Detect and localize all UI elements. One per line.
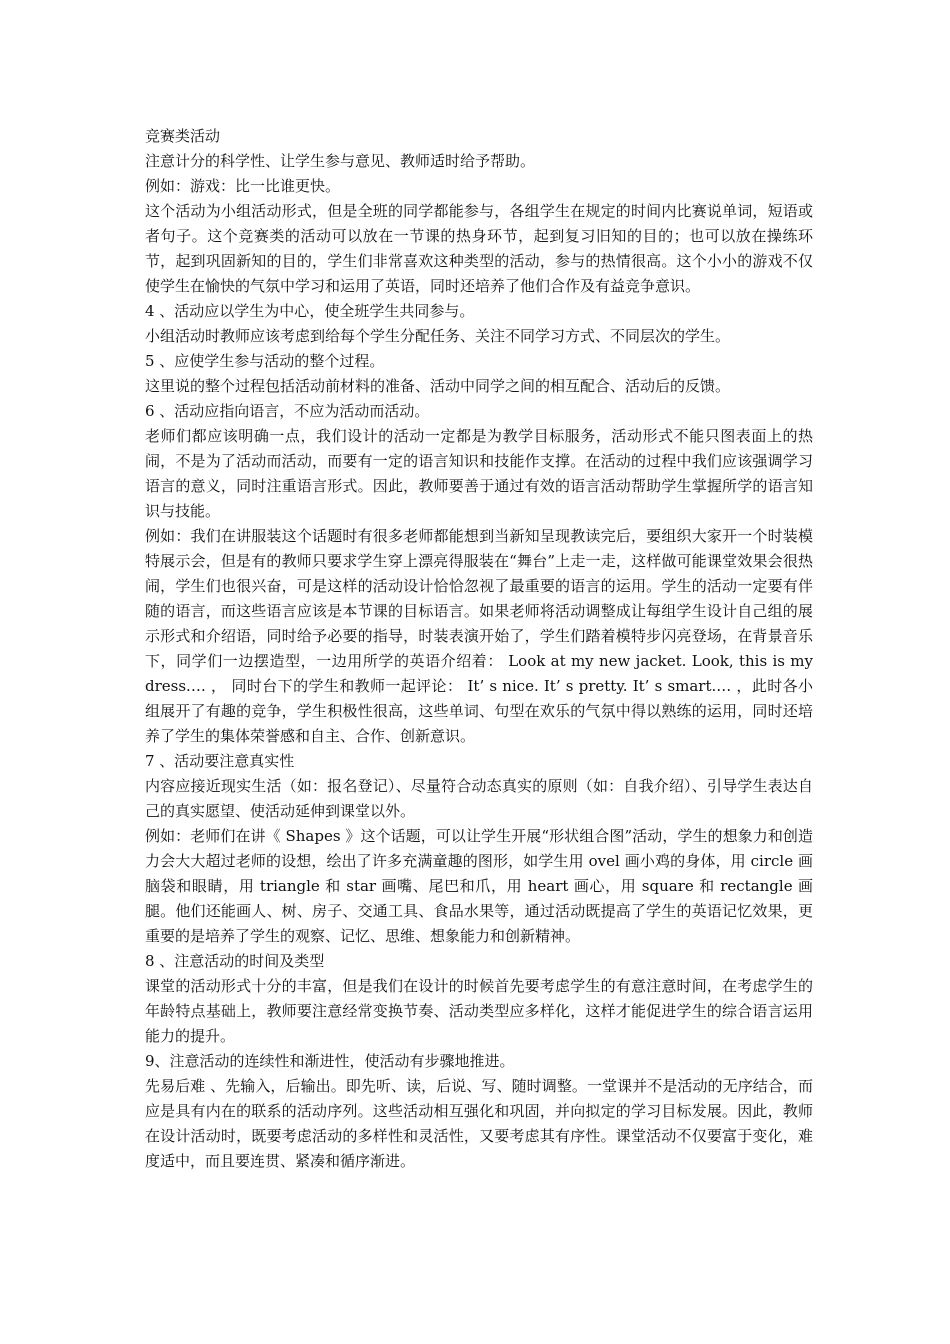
point-heading-5: 5 、应使学生参与活动的整个过程。 [145,352,385,370]
section-heading-competition: 竞赛类活动 [145,127,221,145]
example-paragraph: 例如：我们在讲服装这个话题时有很多老师都能想到当新知呈现教读完后，要组织大家开一个时装模特展示会，但是有的教师只要求学生穿上漂亮得服装在“舞台”上走一走，这样做可能课堂效果会很热闹，学生们也很兴奋，可是这样的活动设计恰恰忽视了最重要的语言的运用。学生的活动一定要有伴随的语言，而这些语言应该是本节课的目标语言。如果老师将活动调整成让每组学生设计自己组的展示形式和介绍语，同时给予必要的指导，时装表演开始了，学生们踏着模特步闪亮登场，在背景音乐下，同学们一边摆造型，一边用所学的英语介绍着： Look at my new jacket. Look, this is my dress.… ， 同时台下的学生和教师一起评论： It’ s nice. It’ s pretty. It’ s smart.… ，此时各小组展开了有趣的竞争，学生积极性很高，这些单词、句型在欢乐的气氛中得以熟练的运用，同时还培养了学生的集体荣誉感和自主、合作、创新意识。 [145,527,813,745]
paragraph: 这个活动为小组活动形式，但是全班的同学都能参与，各组学生在规定的时间内比赛说单词，短语或者句子。这个竞赛类的活动可以放在一节课的热身环节，起到复习旧知的目的；也可以放在操练环节，起到巩固新知的目的，学生们非常喜欢这种类型的活动，参与的热情很高。这个小小的游戏不仅使学生在愉快的气氛中学习和运用了英语，同时还培养了他们合作及有益竞争意识。 [145,202,813,295]
paragraph: 小组活动时教师应该考虑到给每个学生分配任务、关注不同学习方式、不同层次的学生。 [145,327,731,345]
paragraph: 这里说的整个过程包括活动前材料的准备、活动中同学之间的相互配合、活动后的反馈。 [145,377,731,395]
point-heading-9: 9、注意活动的连续性和渐进性，使活动有步骤地推进。 [145,1052,515,1070]
point-heading-4: 4 、活动应以学生为中心，使全班学生共同参与。 [145,302,475,320]
example-paragraph: 例如：老师们在讲《 Shapes 》这个话题，可以让学生开展“形状组合图”活动，学生的想象力和创造力会大大超过老师的设想，绘出了许多充满童趣的图形，如学生用 ovel 画小鸡的身体，用 circle 画脑袋和眼睛，用 triangle 和 star 画嘴、尾巴和爪，用 heart 画心，用 square 和 rectangle 画腿。他们还能画人、树、房子、交通工具、食品水果等，通过活动既提高了学生的英语记忆效果，更重要的是培养了学生的观察、记忆、思维、想象能力和创新精神。 [145,827,813,945]
point-heading-6: 6 、活动应指向语言，不应为活动而活动。 [145,402,430,420]
point-heading-7: 7 、活动要注意真实性 [145,752,295,770]
paragraph: 内容应接近现实生活（如：报名登记）、尽量符合动态真实的原则（如：自我介绍）、引导学生表达自己的真实愿望、使活动延伸到课堂以外。 [145,777,813,820]
example-line: 例如：游戏：比一比谁更快。 [145,177,341,195]
point-heading-8: 8 、注意活动的时间及类型 [145,952,325,970]
paragraph: 先易后难 、先输入，后输出。即先听、读，后说、写、随时调整。一堂课并不是活动的无序结合，而应是具有内在的联系的活动序列。这些活动相互强化和巩固，并向拟定的学习目标发展。因此，教师在设计活动时，既要考虑活动的多样性和灵活性，又要考虑其有序性。课堂活动不仅要富于变化，难度适中，而且要连贯、紧凑和循序渐进。 [145,1077,813,1170]
paragraph: 老师们都应该明确一点，我们设计的活动一定都是为教学目标服务，活动形式不能只图表面上的热闹，不是为了活动而活动，而要有一定的语言知识和技能作支撑。在活动的过程中我们应该强调学习语言的意义，同时注重语言形式。因此，教师要善于通过有效的语言活动帮助学生掌握所学的语言知识与技能。 [145,427,813,520]
paragraph: 课堂的活动形式十分的丰富，但是我们在设计的时候首先要考虑学生的有意注意时间，在考虑学生的年龄特点基础上，教师要注意经常变换节奏、活动类型应多样化，这样才能促进学生的综合语言运用能力的提升。 [145,977,813,1045]
paragraph: 注意计分的科学性、让学生参与意见、教师适时给予帮助。 [145,152,536,170]
document-body [145,124,813,1174]
